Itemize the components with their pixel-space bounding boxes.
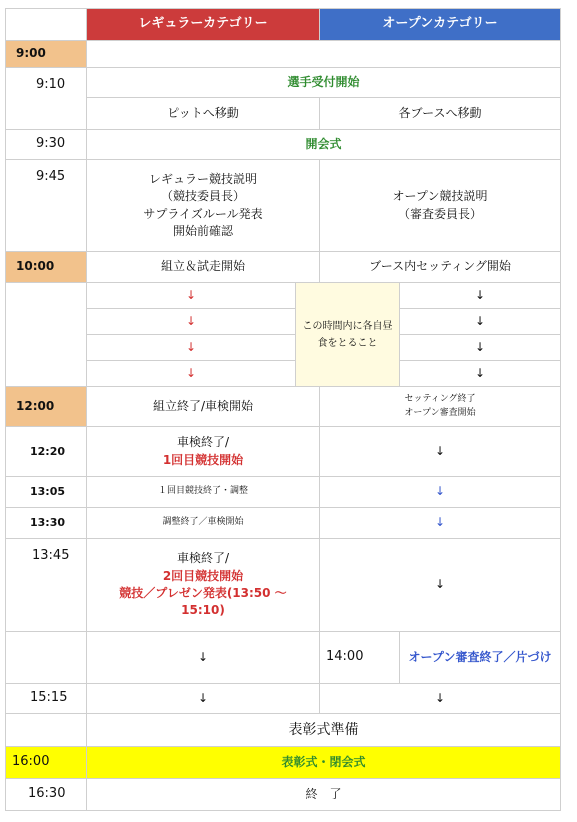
regular-round2-start xyxy=(87,539,320,632)
lunch-open-arrow-4: ↓ xyxy=(400,361,561,387)
time-0945: 9:45 xyxy=(5,160,87,252)
open-briefing xyxy=(320,160,561,252)
lunch-open-arrow-2: ↓ xyxy=(400,309,561,335)
regular-briefing-line3: サプライズルール発表 xyxy=(143,206,263,221)
header-regular: レギュラーカテゴリー xyxy=(87,8,320,41)
open-briefing-line1: オープン競技説明 xyxy=(392,189,488,204)
regular-adjust-end: 調整終了／車検開始 xyxy=(87,508,320,539)
event-end: 終 了 xyxy=(87,779,561,811)
regular-round2-line3: 競技／プレゼン発表(13:50 〜 xyxy=(119,586,287,600)
time-0910: 9:10 xyxy=(5,68,87,130)
regular-round1-line1: 車検終了/ xyxy=(176,435,230,450)
time-1200: 12:00 xyxy=(5,387,87,427)
open-judging-line2: オープン審査開始 xyxy=(404,407,476,418)
time-1600: 16:00 xyxy=(5,747,87,779)
open-move-to-booth: 各ブースへ移動 xyxy=(320,98,561,130)
reception-start: 選手受付開始 xyxy=(87,68,561,98)
lunch-open-arrow-1: ↓ xyxy=(400,283,561,309)
time-1220: 12:20 xyxy=(5,427,87,477)
regular-round2-line4: 15:10) xyxy=(181,603,225,618)
open-judging-end: オープン審査終了／片づけ xyxy=(400,632,561,684)
open-arrow-1305: ↓ xyxy=(320,477,561,508)
lunch-time-blank xyxy=(5,283,87,387)
open-judging-line1: セッティング終了 xyxy=(404,394,476,405)
opening-ceremony: 開会式 xyxy=(87,130,561,160)
regular-arrow-1400: ↓ xyxy=(87,632,320,684)
award-prep-time-blank xyxy=(5,714,87,747)
open-time-1400: 14:00 xyxy=(320,632,400,684)
time-1630: 16:30 xyxy=(5,779,87,811)
lunch-regular-arrow-2: ↓ xyxy=(87,309,296,335)
lunch-note: この時間内に各自昼食をとること xyxy=(296,283,400,387)
regular-assembly-start: 組立＆試走開始 xyxy=(87,252,320,283)
row-0900-blank xyxy=(87,41,561,68)
open-arrow-1330: ↓ xyxy=(320,508,561,539)
regular-round2-line2: 2回目競技開始 xyxy=(162,568,244,583)
time-1305: 13:05 xyxy=(5,477,87,508)
lunch-regular-arrow-4: ↓ xyxy=(87,361,296,387)
regular-briefing-line2: （競技委員長） xyxy=(160,189,245,204)
time-1345: 13:45 xyxy=(5,539,87,632)
award-ceremony: 表彰式・閉会式 xyxy=(87,747,561,779)
regular-move-to-pit: ピットへ移動 xyxy=(87,98,320,130)
open-arrow-1345: ↓ xyxy=(320,539,561,632)
lunch-regular-arrow-3: ↓ xyxy=(87,335,296,361)
regular-inspection-start: 組立終了/車検開始 xyxy=(87,387,320,427)
award-prep: 表彰式準備 xyxy=(87,714,561,747)
regular-arrow-1515: ↓ xyxy=(87,684,320,714)
regular-briefing xyxy=(87,160,320,252)
open-briefing-line2: （審査委員長） xyxy=(397,206,482,221)
time-1515: 15:15 xyxy=(5,684,87,714)
open-setting-start: ブース内セッティング開始 xyxy=(320,252,561,283)
lunch-open-arrow-3: ↓ xyxy=(400,335,561,361)
regular-briefing-line4: 開始前確認 xyxy=(172,223,233,238)
time-0900: 9:00 xyxy=(5,41,87,68)
time-1000: 10:00 xyxy=(5,252,87,283)
regular-round1-start xyxy=(87,427,320,477)
open-judging-start xyxy=(320,387,561,427)
open-arrow-1515: ↓ xyxy=(320,684,561,714)
open-arrow-1220: ↓ xyxy=(320,427,561,477)
time-0930: 9:30 xyxy=(5,130,87,160)
time-1400-blank xyxy=(5,632,87,684)
regular-round1-line2: 1回目競技開始 xyxy=(162,452,244,467)
regular-briefing-line1: レギュラー競技説明 xyxy=(148,171,257,186)
time-1330: 13:30 xyxy=(5,508,87,539)
regular-round1-end: １回目競技終了・調整 xyxy=(87,477,320,508)
header-blank xyxy=(5,8,87,41)
regular-round2-line1: 車検終了/ xyxy=(176,551,230,566)
header-open: オープンカテゴリー xyxy=(320,8,561,41)
lunch-regular-arrow-1: ↓ xyxy=(87,283,296,309)
